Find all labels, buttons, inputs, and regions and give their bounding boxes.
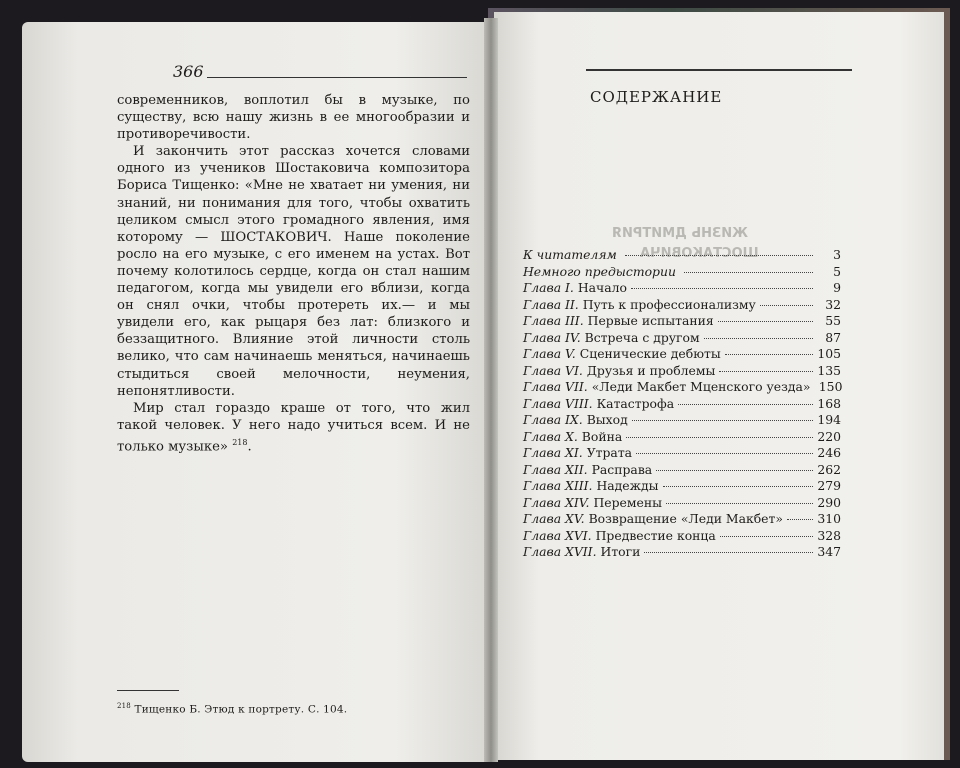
toc-page-number: 87 xyxy=(825,329,841,345)
toc-leader xyxy=(704,338,813,339)
toc-entry xyxy=(523,363,841,380)
toc-page-number: 55 xyxy=(825,313,841,328)
paragraph: И закончить этот рассказ хочется словами одного из учеников Шостаковича композитора Бориса Тищенко: «Мне не хватает ни умения, ни знаний, ни понимания для того, чтобы охватить целиком смысл этого громадного явления, имя которому — ШОСТАКОВИЧ. Наше поколение росло на его музыке, с его именем на устах. Вот почему колотилось сердце, когда он стал нашим педагогом, когда мы увидели его вблизи, когда он снял очки, чтобы протереть их.— и мы увидели его, как рыцаря без лат: близкого и беззащитного. Влияние этой личности столь велико, что сам начинаешь меняться, начинаешь стыдиться своей мелочности, неумения, непонятливости. xyxy=(117,144,470,399)
toc-entry xyxy=(523,412,841,429)
toc-leader xyxy=(631,288,813,289)
paragraph: современников, воплотил бы в музыке, по существу, всю нашу жизнь в ее многообразии и противоречивости. xyxy=(117,93,470,143)
toc-chapter: Глава VI. xyxy=(523,362,583,378)
toc-entry-title: Катастрофа xyxy=(596,395,675,411)
toc-entry-title: Выход xyxy=(586,412,628,427)
toc-leader xyxy=(636,453,813,454)
toc-entry-title: Расправа xyxy=(591,461,653,477)
toc-entry xyxy=(523,544,841,561)
toc-leader xyxy=(678,404,813,405)
toc-page-number: 347 xyxy=(817,544,841,559)
toc-page-number: 194 xyxy=(817,412,841,427)
toc-leader xyxy=(656,470,813,471)
toc-entry-title: Предвестие конца xyxy=(595,527,716,543)
toc-page-number: 220 xyxy=(817,428,841,444)
toc-entry-title: Встреча с другом xyxy=(584,329,700,345)
toc-chapter: Глава XI. xyxy=(523,445,583,460)
toc-chapter: Глава II. xyxy=(523,296,579,312)
paragraph-text: Мир стал гораздо краше от того, что жил такой человек. У него надо учиться всем. И не только музыке» xyxy=(117,400,470,455)
toc-entry-title: Утрата xyxy=(586,445,633,460)
toc-entry xyxy=(523,511,841,528)
toc-entry-title: «Леди Макбет Мценского уезда» xyxy=(591,379,811,394)
toc-chapter: Глава IX. xyxy=(523,412,583,427)
toc-entry xyxy=(523,280,841,297)
toc-entry-title: Надежды xyxy=(596,478,659,493)
toc-chapter: Глава XII. xyxy=(523,461,588,477)
header-rule xyxy=(586,69,852,71)
toc-entry xyxy=(523,330,841,347)
toc-entry xyxy=(523,247,841,264)
book-gutter xyxy=(484,18,498,762)
toc-entry xyxy=(523,445,841,462)
footnote-number: 218 xyxy=(117,702,131,710)
toc-leader xyxy=(725,354,813,355)
toc-leader xyxy=(663,486,813,487)
toc-entry xyxy=(523,379,841,396)
toc-page-number: 328 xyxy=(817,527,841,543)
toc-entry xyxy=(523,346,841,363)
toc-page-number: 246 xyxy=(817,445,841,460)
toc-entry-title: Путь к профессионализму xyxy=(582,296,756,312)
page-number: 366 xyxy=(173,62,204,81)
toc-page-number: 290 xyxy=(817,494,841,510)
toc-chapter: Глава XIII. xyxy=(523,478,593,493)
footnote-rule xyxy=(117,690,179,691)
toc-entry-title: Война xyxy=(581,428,623,444)
toc-leader xyxy=(632,420,813,421)
toc-entry xyxy=(523,495,841,512)
toc-chapter: Глава XIV. xyxy=(523,494,590,510)
toc-chapter: Глава VII. xyxy=(523,379,588,394)
toc-entry xyxy=(523,264,841,281)
toc-leader xyxy=(718,321,813,322)
toc-entry xyxy=(523,478,841,495)
toc-chapter: Глава III. xyxy=(523,313,584,328)
toc-page-number: 32 xyxy=(825,296,841,312)
toc-page-number: 310 xyxy=(817,511,841,526)
show-through-text: ЖИЗНЬ ДМИТРИЯ xyxy=(612,226,749,241)
toc-leader xyxy=(787,519,813,520)
toc-page-number: 3 xyxy=(833,247,841,262)
body-text xyxy=(117,92,470,455)
toc-leader xyxy=(720,536,813,537)
toc-entry-title: Друзья и проблемы xyxy=(586,362,716,378)
toc-entry-title: Начало xyxy=(577,280,627,295)
toc-entry-title: Возвращение «Леди Макбет» xyxy=(588,511,783,526)
toc-entry xyxy=(523,396,841,413)
footnote xyxy=(117,702,347,716)
toc-chapter: Глава IV. xyxy=(523,329,581,345)
toc-page-number: 279 xyxy=(817,478,841,493)
toc-leader xyxy=(625,255,813,256)
footnote-text: Тищенко Б. Этюд к портрету. С. 104. xyxy=(134,703,348,716)
toc-page-number: 262 xyxy=(817,461,841,477)
toc-chapter: Глава V. xyxy=(523,346,576,361)
toc-entry xyxy=(523,313,841,330)
toc-entry xyxy=(523,297,841,314)
toc-entry xyxy=(523,528,841,545)
toc-chapter: Глава XV. xyxy=(523,511,585,526)
toc-entry xyxy=(523,429,841,446)
toc-page-number: 135 xyxy=(817,362,841,378)
toc-leader xyxy=(684,272,813,273)
toc-page-number: 105 xyxy=(817,346,841,361)
toc-chapter: К читателям xyxy=(523,247,617,262)
footnote-reference: 218 xyxy=(232,437,248,447)
toc-chapter: Глава X. xyxy=(523,428,578,444)
toc-title: СОДЕРЖАНИЕ xyxy=(590,88,723,106)
toc-entry-title: Перемены xyxy=(593,494,662,510)
toc-chapter: Глава VIII. xyxy=(523,395,593,411)
toc-entry-title: Итоги xyxy=(600,544,641,559)
toc-page-number: 168 xyxy=(817,395,841,411)
toc-leader xyxy=(626,437,813,438)
toc-chapter: Глава XVII. xyxy=(523,544,597,559)
toc-entry xyxy=(523,462,841,479)
toc-page-number: 5 xyxy=(833,263,841,279)
paragraph: Мир стал гораздо краше от того, что жил такой человек. У него надо учиться всем. И не только музыке» $^{218}$. xyxy=(117,400,470,455)
toc-leader xyxy=(666,503,813,504)
toc-chapter: Глава I. xyxy=(523,280,574,295)
toc-entry-title: Сценические дебюты xyxy=(579,346,721,361)
toc-chapter: Немного предыстории xyxy=(523,263,676,279)
table-of-contents xyxy=(523,247,841,561)
toc-leader xyxy=(719,371,813,372)
toc-leader xyxy=(644,552,813,553)
show-through-text: ШОСТАКОВИЧА xyxy=(640,246,759,261)
toc-chapter: Глава XVI. xyxy=(523,527,592,543)
header-rule xyxy=(207,77,467,78)
toc-leader xyxy=(760,305,813,306)
toc-page-number: 150 xyxy=(818,379,843,394)
toc-entry-title: Первые испытания xyxy=(587,313,714,328)
toc-page-number: 9 xyxy=(833,280,841,295)
